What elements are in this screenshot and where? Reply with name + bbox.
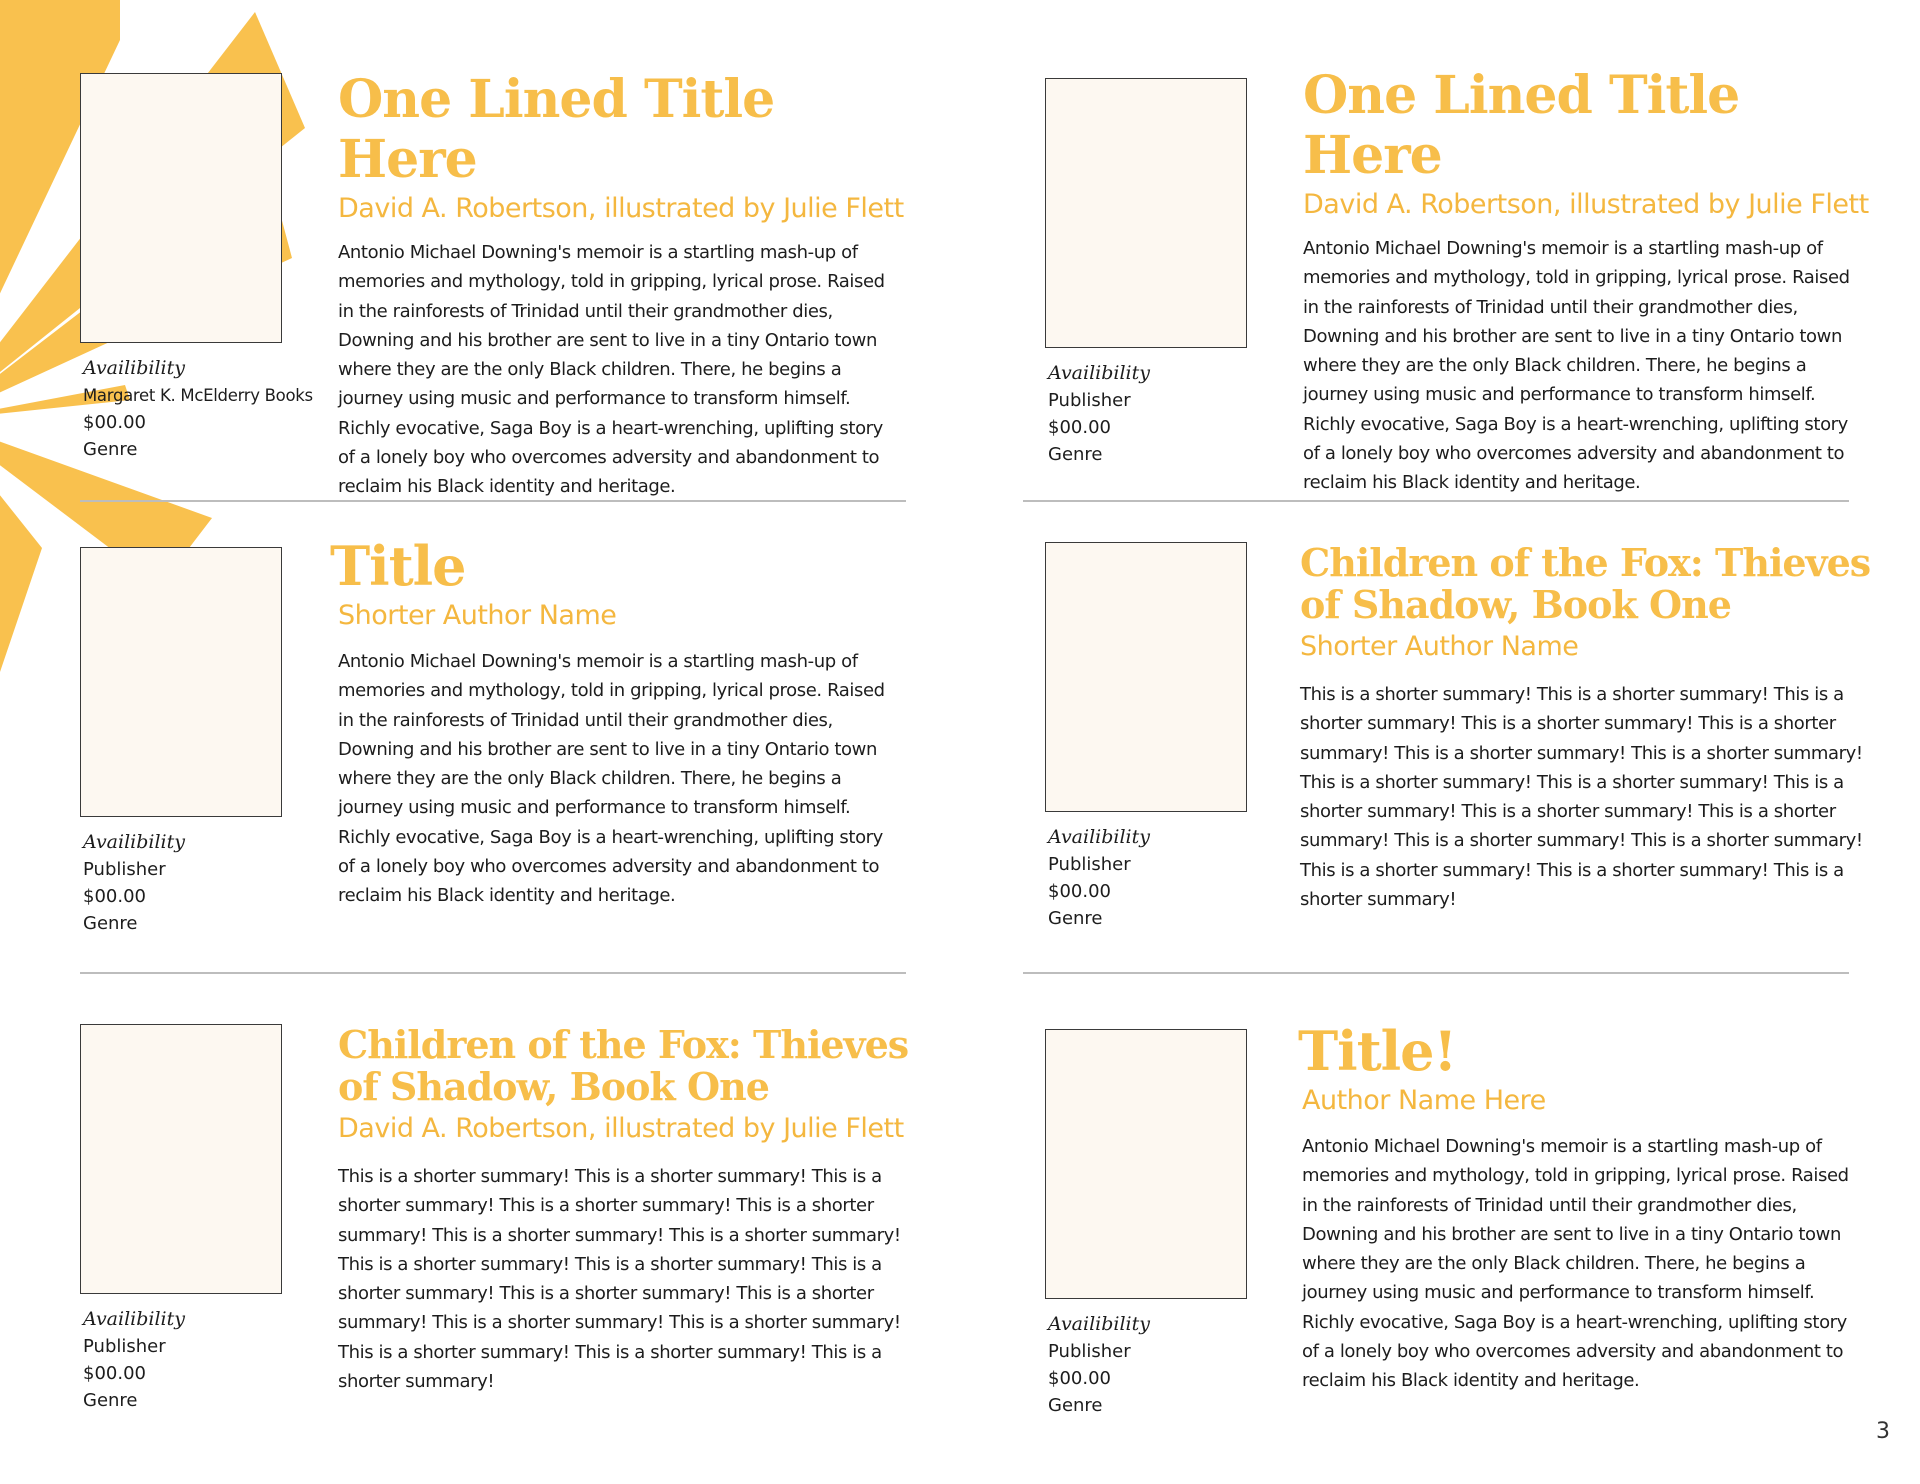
book-text bbox=[330, 535, 930, 911]
book-title: Children of the Fox: Thieves of Shadow, Book One bbox=[338, 1022, 909, 1109]
book-cover-placeholder bbox=[80, 73, 282, 343]
genre-label: Genre bbox=[1048, 908, 1103, 929]
book-meta bbox=[83, 355, 313, 463]
divider bbox=[80, 500, 906, 502]
book-summary: Antonio Michael Downing's memoir is a startling mash-up of memories and mythology, told in gripping, lyrical prose. Raised in the rainforests of Trinidad until their grandmother dies, Downing and his brother are sent to live in a tiny Ontario town where they are the only Black children. There, he begins a journey using music and performance to transform himself. Richly evocative, Saga Boy is a heart-wrenching, uplifting story of a lonely boy who overcomes adversity and abandonment to reclaim his Black identity and heritage. bbox=[338, 651, 885, 907]
price-label: $00.00 bbox=[1048, 417, 1111, 438]
availability-label: Availibility bbox=[83, 357, 186, 379]
book-cover-placeholder bbox=[80, 547, 282, 817]
genre-label: Genre bbox=[83, 913, 138, 934]
book-text bbox=[1300, 542, 1900, 914]
book-title: One Lined Title Here bbox=[338, 69, 775, 190]
book-meta bbox=[1048, 1311, 1150, 1419]
book-text bbox=[338, 1024, 938, 1396]
publisher-label: Publisher bbox=[1048, 854, 1131, 875]
price-label: $00.00 bbox=[83, 886, 146, 907]
book-author: David A. Robertson, illustrated by Julie Flett bbox=[1303, 189, 1869, 220]
publisher-label: Publisher bbox=[83, 1336, 166, 1357]
book-meta bbox=[83, 829, 185, 937]
book-summary: Antonio Michael Downing's memoir is a startling mash-up of memories and mythology, told in gripping, lyrical prose. Raised in the rainforests of Trinidad until their grandmother dies, Downing and his brother are sent to live in a tiny Ontario town where they are the only Black children. There, he begins a journey using music and performance to transform himself. Richly evocative, Saga Boy is a heart-wrenching, uplifting story of a lonely boy who overcomes adversity and abandonment to reclaim his Black identity and heritage. bbox=[1302, 1136, 1849, 1392]
book-cover-placeholder bbox=[1045, 78, 1247, 348]
book-text bbox=[1303, 66, 1893, 498]
divider bbox=[1023, 500, 1849, 502]
book-summary: This is a shorter summary! This is a shorter summary! This is a shorter summary! This is a shorter summary! This is a shorter summary! This is a shorter summary! This is a shorter summary! This is a shorter summary! This is a shorter summary! This is a shorter summary! This is a shorter summary! This is a shorter summary! This is a shorter summary! This is a shorter summary! This is a shorter summary! This is a shorter summary! This is a shorter summary! bbox=[1300, 684, 1863, 911]
price-label: $00.00 bbox=[1048, 881, 1111, 902]
availability-label: Availibility bbox=[83, 831, 186, 853]
book-cover-placeholder bbox=[1045, 1029, 1247, 1299]
book-meta bbox=[1048, 360, 1150, 468]
book-title: Title! bbox=[1298, 1019, 1457, 1083]
book-text bbox=[1298, 1020, 1898, 1396]
divider bbox=[1023, 972, 1849, 974]
genre-label: Genre bbox=[1048, 444, 1103, 465]
book-title: Children of the Fox: Thieves of Shadow, Book One bbox=[1300, 540, 1871, 627]
book-cover-placeholder bbox=[1045, 542, 1247, 812]
divider bbox=[80, 972, 906, 974]
book-meta bbox=[83, 1306, 185, 1414]
publisher-label: Publisher bbox=[1048, 1341, 1131, 1362]
book-text bbox=[338, 70, 926, 502]
availability-label: Availibility bbox=[1048, 826, 1151, 848]
book-summary: Antonio Michael Downing's memoir is a startling mash-up of memories and mythology, told in gripping, lyrical prose. Raised in the rainforests of Trinidad until their grandmother dies, Downing and his brother are sent to live in a tiny Ontario town where they are the only Black children. There, he begins a journey using music and performance to transform himself. Richly evocative, Saga Boy is a heart-wrenching, uplifting story of a lonely boy who overcomes adversity and abandonment to reclaim his Black identity and heritage. bbox=[1303, 238, 1850, 494]
price-label: $00.00 bbox=[83, 412, 146, 433]
book-author: Shorter Author Name bbox=[338, 600, 617, 631]
book-author: David A. Robertson, illustrated by Julie Flett bbox=[338, 193, 904, 224]
book-author: Author Name Here bbox=[1302, 1085, 1546, 1116]
availability-label: Availibility bbox=[83, 1308, 186, 1330]
book-cover-placeholder bbox=[80, 1024, 282, 1294]
page-number: 3 bbox=[1876, 1419, 1890, 1444]
genre-label: Genre bbox=[83, 1390, 138, 1411]
book-summary: This is a shorter summary! This is a shorter summary! This is a shorter summary! This is a shorter summary! This is a shorter summary! This is a shorter summary! This is a shorter summary! This is a shorter summary! This is a shorter summary! This is a shorter summary! This is a shorter summary! This is a shorter summary! This is a shorter summary! This is a shorter summary! This is a shorter summary! This is a shorter summary! This is a shorter summary! bbox=[338, 1166, 901, 1393]
availability-label: Availibility bbox=[1048, 1313, 1151, 1335]
book-author: David A. Robertson, illustrated by Julie Flett bbox=[338, 1113, 904, 1144]
publisher-label: Margaret K. McElderry Books bbox=[83, 386, 313, 405]
book-author: Shorter Author Name bbox=[1300, 631, 1579, 662]
price-label: $00.00 bbox=[83, 1363, 146, 1384]
book-summary: Antonio Michael Downing's memoir is a startling mash-up of memories and mythology, told in gripping, lyrical prose. Raised in the rainforests of Trinidad until their grandmother dies, Downing and his brother are sent to live in a tiny Ontario town where they are the only Black children. There, he begins a journey using music and performance to transform himself. Richly evocative, Saga Boy is a heart-wrenching, uplifting story of a lonely boy who overcomes adversity and abandonment to reclaim his Black identity and heritage. bbox=[338, 242, 885, 498]
genre-label: Genre bbox=[83, 439, 138, 460]
publisher-label: Publisher bbox=[1048, 390, 1131, 411]
price-label: $00.00 bbox=[1048, 1368, 1111, 1389]
book-title: Title bbox=[330, 534, 466, 598]
book-meta bbox=[1048, 824, 1150, 932]
availability-label: Availibility bbox=[1048, 362, 1151, 384]
publisher-label: Publisher bbox=[83, 859, 166, 880]
book-title: One Lined Title Here bbox=[1303, 65, 1740, 186]
genre-label: Genre bbox=[1048, 1395, 1103, 1416]
